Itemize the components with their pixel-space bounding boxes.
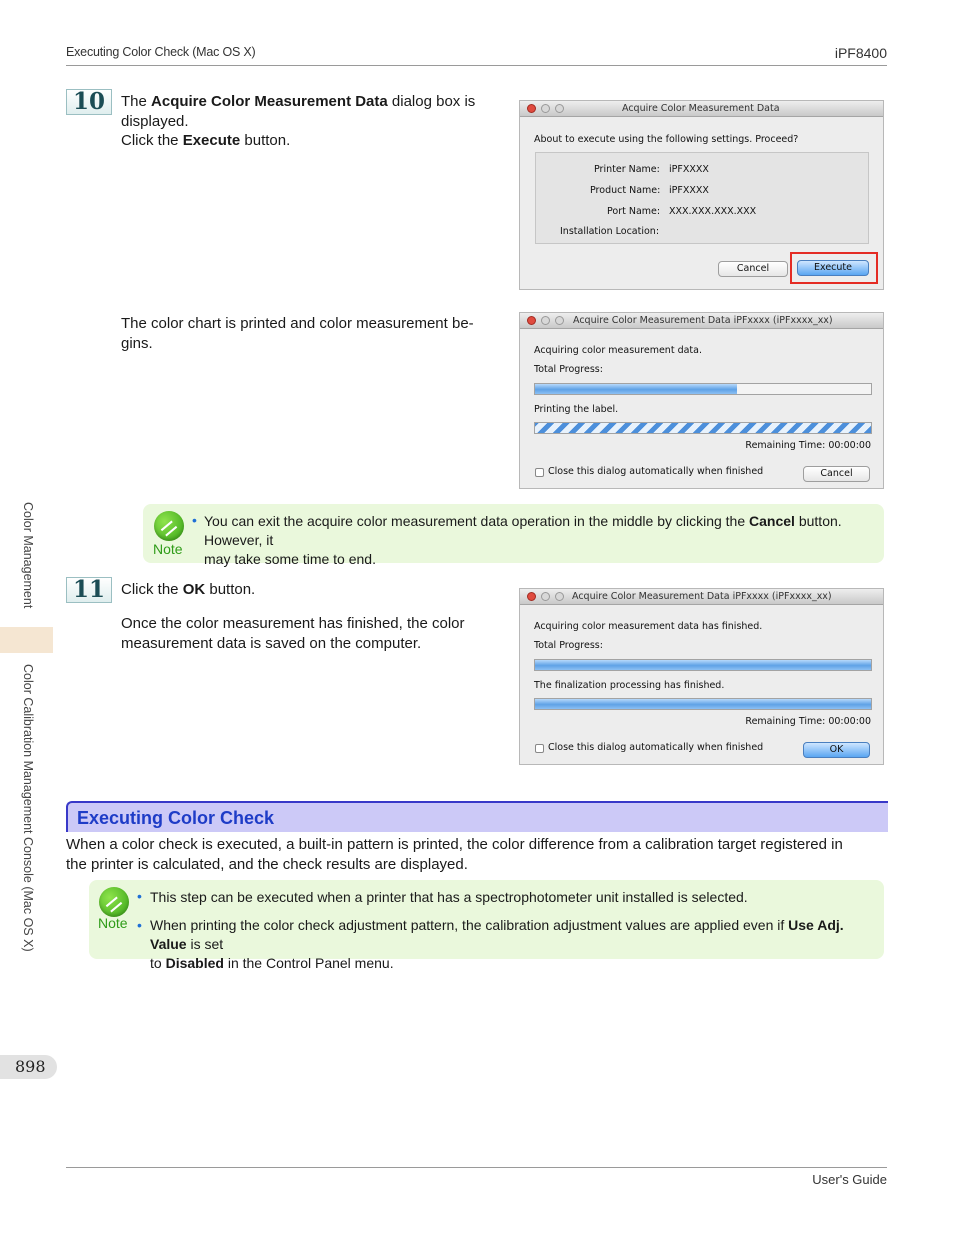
dialog3-titlebar — [520, 589, 883, 605]
note2-disabled-word: Disabled — [165, 955, 224, 971]
zoom-window-icon[interactable] — [555, 316, 564, 325]
dialog3-remaining-time: Remaining Time: 00:00:00 — [745, 716, 871, 727]
acquire-dialog-progress — [519, 312, 884, 489]
dialog1-settings-panel — [535, 152, 869, 244]
step-number-11: 11 — [66, 577, 112, 603]
bullet-dot: • — [137, 888, 142, 904]
step10-line1-post: dialog box is — [387, 93, 476, 110]
footer-rule — [66, 1167, 887, 1168]
minimize-window-icon[interactable] — [541, 104, 550, 113]
note-box-cancel — [143, 504, 884, 567]
section-body — [66, 835, 843, 874]
dialog1-titlebar — [520, 101, 883, 117]
header-rule — [66, 65, 887, 66]
note2-bullet2-pre: When printing the color check adjustment pattern, the calibration adjustment values are applied even if — [150, 917, 789, 933]
dialog3-status: Acquiring color measurement data has finished. — [534, 621, 763, 632]
acquire-dialog-confirm — [519, 100, 884, 290]
step11-line1-pre: Click the — [121, 581, 183, 598]
step11-line1-post: button. — [205, 581, 256, 598]
step11-result-text — [121, 614, 465, 653]
step10-dialog-name: Acquire Color Measurement Data — [151, 93, 388, 110]
dialog2-status: Acquiring color measurement data. — [534, 345, 702, 356]
section-body-line1: When a color check is executed, a built-in pattern is printed, the color difference from a calibration target registered in — [66, 836, 843, 853]
step11-para2-line1: Once the color measurement has finished, the color — [121, 615, 465, 632]
dialog3-total-progress-label: Total Progress: — [534, 640, 603, 651]
step10-para2-line2: gins. — [121, 334, 153, 352]
note2-line2-pre: to — [150, 955, 166, 971]
dialog1-prompt: About to execute using the following settings. Proceed? — [534, 134, 799, 145]
product-name-label: Product Name: — [590, 185, 661, 196]
close-window-icon[interactable] — [527, 316, 536, 325]
close-window-icon[interactable] — [527, 592, 536, 601]
note1-cancel-word: Cancel — [749, 513, 795, 529]
dialog3-title: Acquire Color Measurement Data iPFxxxx (iPFxxxx_xx) — [572, 591, 832, 602]
dialog1-title: Acquire Color Measurement Data — [622, 103, 780, 114]
zoom-window-icon[interactable] — [555, 104, 564, 113]
note2-bullet2-post: is set — [186, 936, 224, 952]
execute-highlight-frame — [790, 252, 878, 284]
step10-line3-pre: Click the — [121, 132, 183, 149]
running-header-title: Executing Color Check (Mac OS X) — [66, 45, 256, 59]
minimize-window-icon[interactable] — [541, 592, 550, 601]
close-window-icon[interactable] — [527, 104, 536, 113]
section-heading-bar — [66, 801, 888, 832]
note2-bullet2 — [150, 916, 884, 973]
dialog2-title: Acquire Color Measurement Data iPFxxxx (iPFxxxx_xx) — [573, 315, 833, 326]
dialog1-execute-button[interactable]: Execute — [797, 260, 869, 276]
step11-para2-line2: measurement data is saved on the computer. — [121, 634, 422, 652]
port-name-label: Port Name: — [607, 206, 661, 217]
dialog3-total-progress-bar — [534, 659, 872, 671]
dialog3-total-progress-fill — [535, 660, 871, 670]
note-pencil-icon — [154, 511, 184, 541]
note2-use-adj-value: Use Adj. Value — [150, 917, 844, 952]
bullet-dot: • — [192, 512, 197, 528]
installation-location-label: Installation Location: — [560, 226, 660, 237]
footer-guide-name: User's Guide — [812, 1172, 887, 1187]
dialog2-remaining-time: Remaining Time: 00:00:00 — [745, 440, 871, 451]
dialog2-label-progress-bar — [534, 422, 872, 434]
page-number: 898 — [0, 1055, 57, 1079]
indeterminate-progress-stripes — [535, 423, 871, 433]
note-pencil-icon — [99, 887, 129, 917]
step11-instruction — [121, 580, 255, 600]
step10-para2-line1: The color chart is printed and color measurement be- — [121, 315, 474, 332]
product-name-value: iPFXXXX — [669, 185, 709, 196]
dialog2-total-progress-label: Total Progress: — [534, 364, 603, 375]
zoom-window-icon[interactable] — [555, 592, 564, 601]
step-number-10: 10 — [66, 89, 112, 115]
port-name-value: XXX.XXX.XXX.XXX — [669, 206, 757, 217]
section-body-line2: the printer is calculated, and the check results are displayed. — [66, 855, 468, 873]
dialog3-ok-button[interactable]: OK — [803, 742, 870, 758]
dialog2-cancel-button[interactable]: Cancel — [803, 466, 870, 482]
note-label: Note — [98, 915, 128, 931]
minimize-window-icon[interactable] — [541, 316, 550, 325]
step10-line3-post: button. — [240, 132, 291, 149]
step10-line2: displayed. — [121, 112, 189, 130]
dialog1-cancel-button[interactable]: Cancel — [718, 261, 788, 277]
dialog3-close-auto-label: Close this dialog automatically when finished — [548, 742, 764, 753]
dialog2-total-progress-bar — [534, 383, 872, 395]
step11-ok-word: OK — [182, 581, 206, 598]
note-label: Note — [153, 541, 183, 557]
sidebar-section: Color Calibration Management Console (Mac OS X) — [21, 664, 35, 952]
note1-text — [204, 512, 884, 569]
acquire-dialog-finished — [519, 588, 884, 765]
step10-progress-text — [121, 314, 474, 353]
bullet-dot: • — [137, 917, 142, 933]
dialog2-close-auto-checkbox[interactable] — [535, 468, 544, 477]
note2-line2-post: in the Control Panel menu. — [223, 955, 394, 971]
note1-line1-post: button. However, it — [204, 513, 842, 548]
note2-bullet1: This step can be executed when a printer that has a spectrophotometer unit installed is selected. — [150, 889, 748, 905]
dialog3-final-progress-bar — [534, 698, 872, 710]
dialog3-final-status: The finalization processing has finished. — [534, 680, 725, 691]
step10-line1-pre: The — [121, 93, 152, 110]
dialog2-label-status: Printing the label. — [534, 404, 619, 415]
step10-instruction — [121, 92, 475, 151]
section-title: Executing Color Check — [77, 808, 275, 828]
sidebar-tab-marker — [0, 627, 53, 653]
printer-name-value: iPFXXXX — [669, 164, 709, 175]
note1-line1-pre: You can exit the acquire color measurement data operation in the middle by clicking the — [204, 513, 750, 529]
dialog3-close-auto-checkbox[interactable] — [535, 744, 544, 753]
running-header-model: iPF8400 — [834, 45, 887, 61]
dialog2-titlebar — [520, 313, 883, 329]
dialog3-final-progress-fill — [535, 699, 871, 709]
note1-line2: may take some time to end. — [204, 551, 376, 567]
note-box-color-check — [89, 880, 884, 971]
dialog2-total-progress-fill — [535, 384, 737, 394]
step10-execute-word: Execute — [182, 132, 241, 149]
dialog2-close-auto-label: Close this dialog automatically when finished — [548, 466, 764, 477]
sidebar-chapter: Color Management — [21, 502, 35, 609]
printer-name-label: Printer Name: — [594, 164, 660, 175]
